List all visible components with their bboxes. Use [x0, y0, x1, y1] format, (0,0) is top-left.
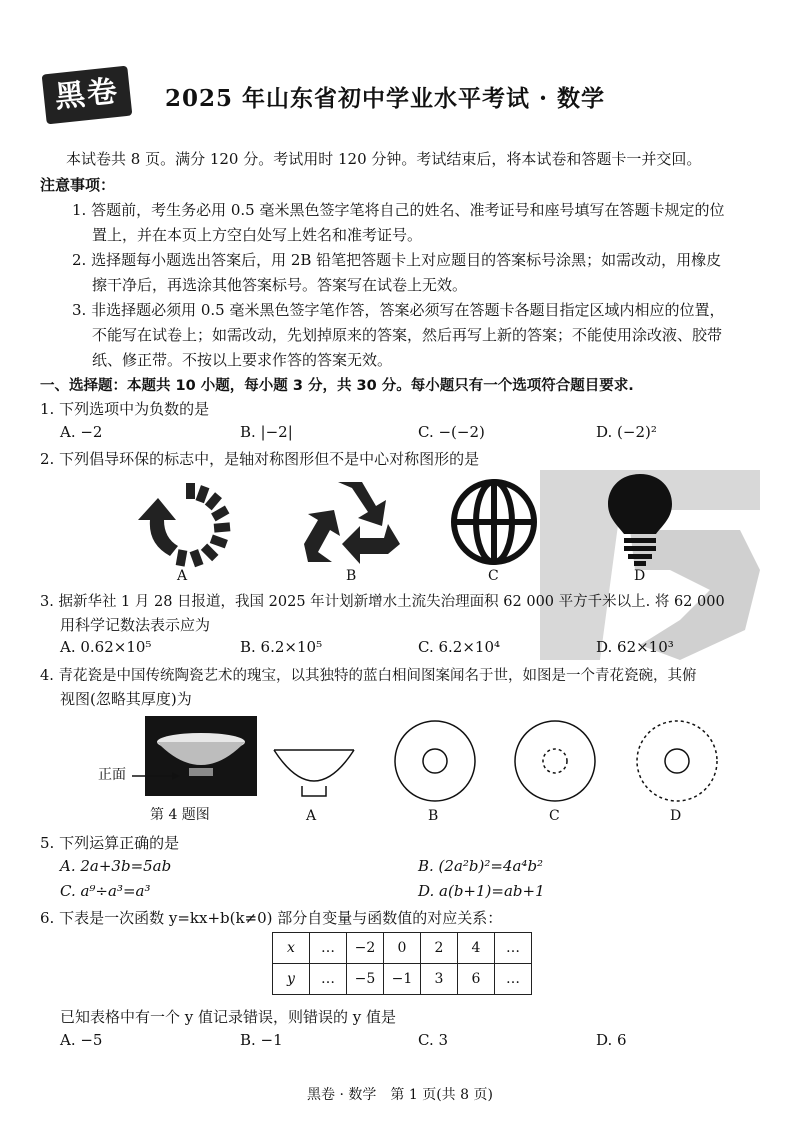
q6-stem: 6. 下表是一次函数 y=kx+b(k≠0) 部分自变量与函数值的对应关系：	[40, 909, 503, 927]
q6-option-b: B. −1	[240, 1031, 283, 1049]
table-cell: 0	[384, 933, 421, 964]
q5-option-c: C. a⁹÷a³=a³	[60, 882, 151, 900]
note-line: 2. 选择题每小题选出答案后，用 2B 铅笔把答题卡上对应题目的答案标号涂黑；如需改动，用橡皮	[72, 251, 722, 269]
table-cell: …	[495, 933, 532, 964]
brand-stamp: 黑卷	[42, 66, 133, 125]
top-view-option-d	[634, 718, 720, 804]
page-title: 2025 年山东省初中学业水平考试 · 数学	[165, 85, 606, 112]
q6-option-a: A. −5	[60, 1031, 103, 1049]
q1-option-d: D. (−2)²	[596, 423, 657, 441]
q4-label-b: B	[428, 808, 439, 824]
q2-label-a: A	[177, 568, 188, 584]
section-heading: 一、选择题：本题共 10 小题，每小题 3 分，共 30 分。每小题只有一个选项符合题目要求.	[40, 378, 634, 394]
table-row	[273, 933, 532, 964]
q3-option-c: C. 6.2×10⁴	[418, 638, 501, 656]
table-cell: 6	[458, 964, 495, 995]
table-row	[273, 964, 532, 995]
q3-option-a: A. 0.62×10⁵	[60, 638, 152, 656]
q2-label-c: C	[488, 568, 499, 584]
table-cell: …	[495, 964, 532, 995]
q4-label-c: C	[549, 808, 560, 824]
q2-label-b: B	[346, 568, 357, 584]
note-line: 擦干净后，再选涂其他答案标号。答案写在试卷上无效。	[92, 276, 468, 294]
q1-option-b: B. |−2|	[240, 423, 293, 441]
q2-label-d: D	[634, 568, 646, 584]
top-view-option-c	[512, 718, 598, 804]
recycle-arrow-icon	[130, 478, 240, 568]
note-line: 纸、修正带。不按以上要求作答的答案无效。	[92, 351, 393, 369]
recycle-triangle-icon	[300, 474, 405, 569]
light-bulb-icon	[604, 472, 676, 568]
table-cell: −5	[347, 964, 384, 995]
q4-figure-caption: 第 4 题图	[150, 807, 210, 823]
q6-option-c: C. 3	[418, 1031, 449, 1049]
q5-option-a: A. 2a+3b=5ab	[60, 857, 172, 875]
table-cell: 4	[458, 933, 495, 964]
q6-option-d: D. 6	[596, 1031, 627, 1049]
q2-stem: 2. 下列倡导环保的标志中，是轴对称图形但不是中心对称图形的是	[40, 450, 480, 468]
q4-label-d: D	[670, 808, 682, 824]
page-footer: 黑卷 · 数学 第 1 页(共 8 页)	[307, 1087, 493, 1103]
table-cell: x	[273, 933, 310, 964]
q4-stem: 4. 青花瓷是中国传统陶瓷艺术的瑰宝，以其独特的蓝白相间图案闻名于世，如图是一个青花瓷碗，其俯	[40, 668, 697, 684]
globe-icon	[448, 476, 540, 568]
bowl-photo	[145, 716, 257, 796]
q5-stem: 5. 下列运算正确的是	[40, 834, 180, 852]
note-line: 1. 答题前，考生务必用 0.5 毫米黑色签字笔将自己的姓名、准考证号和座号填写在答题卡规定的位	[72, 201, 725, 219]
q4-label-a: A	[306, 808, 317, 824]
q3-option-b: B. 6.2×10⁵	[240, 638, 323, 656]
bowl-front-view	[272, 746, 356, 802]
table-cell: −2	[347, 933, 384, 964]
table-cell: 2	[421, 933, 458, 964]
table-cell: −1	[384, 964, 421, 995]
table-cell: y	[273, 964, 310, 995]
top-view-option-b	[392, 718, 478, 804]
q3-stem: 3. 据新华社 1 月 28 日报道，我国 2025 年计划新增水土流失治理面积 62 000 平方千米以上. 将 62 000	[40, 594, 725, 610]
q3-stem-cont: 用科学记数法表示应为	[60, 616, 211, 634]
arrow-right-icon	[132, 770, 180, 782]
q5-option-b: B. (2a²b)²=4a⁴b²	[418, 857, 544, 875]
notes-heading: 注意事项：	[40, 176, 116, 194]
q5-option-d: D. a(b+1)=ab+1	[418, 882, 545, 900]
table-cell: 3	[421, 964, 458, 995]
q1-option-c: C. −(−2)	[418, 423, 485, 441]
value-table	[272, 932, 532, 995]
intro-text: 本试卷共 8 页。满分 120 分。考试用时 120 分钟。考试结束后，将本试卷和答题卡一并交回。	[66, 150, 702, 168]
note-line: 3. 非选择题必须用 0.5 毫米黑色签字笔作答，答案必须写在答题卡各题目指定区域内相应的位置，	[72, 301, 725, 319]
q6-followup: 已知表格中有一个 y 值记录错误，则错误的 y 值是	[60, 1008, 397, 1026]
q1-option-a: A. −2	[60, 423, 103, 441]
q3-option-d: D. 62×10³	[596, 638, 674, 656]
q4-stem-cont: 视图(忽略其厚度)为	[60, 690, 192, 708]
front-label: 正面	[98, 767, 126, 783]
table-cell: …	[310, 964, 347, 995]
note-line: 不能写在试卷上；如需改动，先划掉原来的答案，然后再写上新的答案；不能使用涂改液、胶带	[92, 326, 723, 344]
q1-stem: 1. 下列选项中为负数的是	[40, 400, 210, 418]
table-cell: …	[310, 933, 347, 964]
note-line: 置上，并在本页上方空白处写上姓名和准考证号。	[92, 226, 423, 244]
